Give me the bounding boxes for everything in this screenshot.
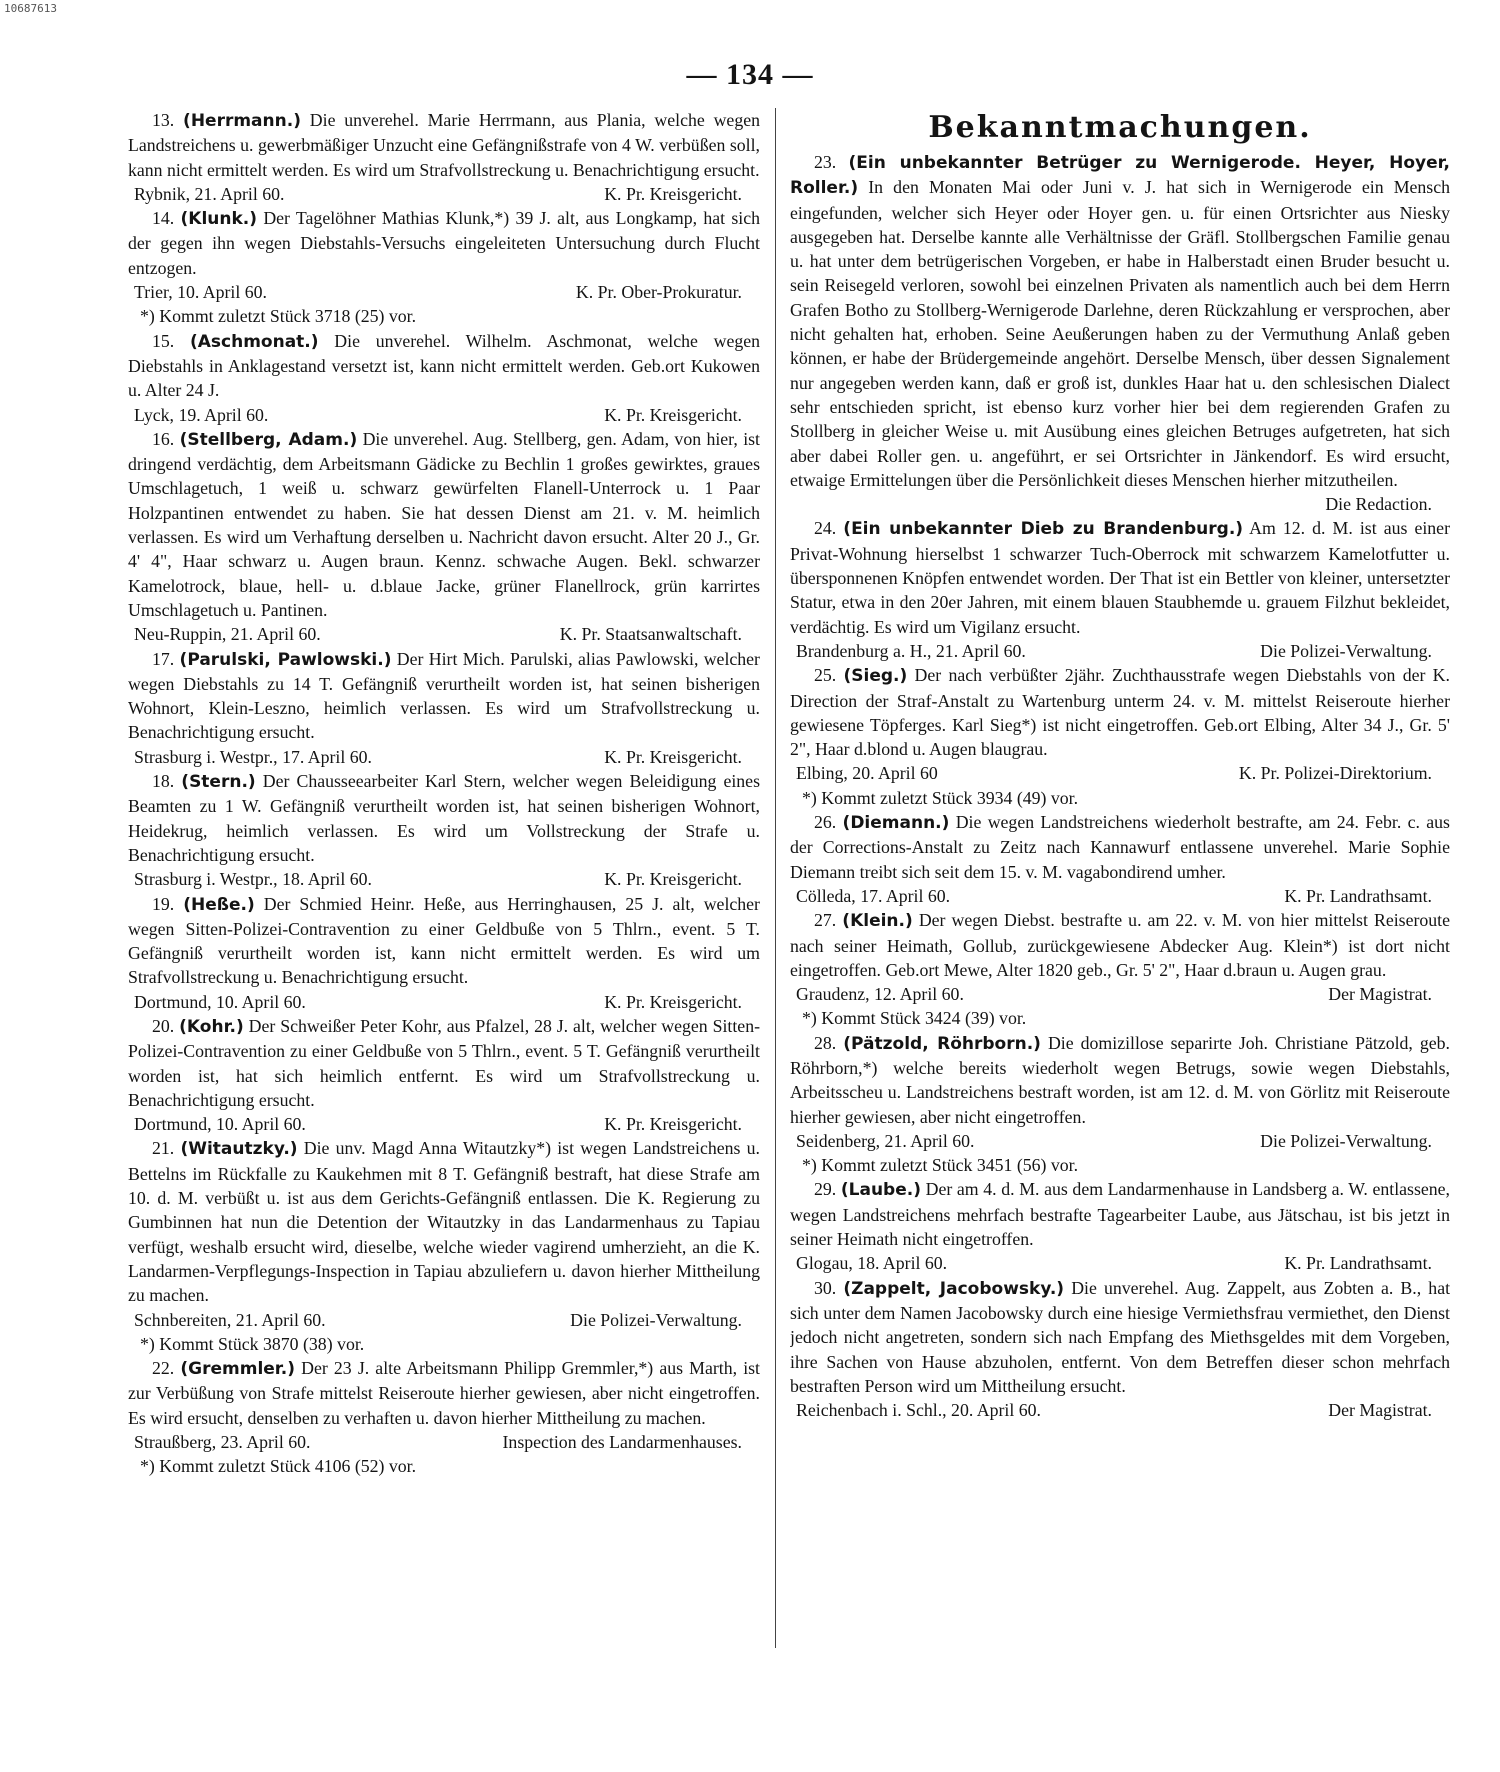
notice [128,329,760,427]
notice-name: (Diemann.) [842,813,950,834]
notice-signature [128,990,760,1014]
notice [790,1177,1450,1275]
notice-name: (Ein unbekannter Betrüger zu Wernigerode. Heyer, Hoyer, Roller.) [790,153,1450,199]
notice-text: Der 23 J. alte Arbeitsmann Philipp Gremmler,*) aus Marth, ist zur Verbüßung von Strafe mittelst Reiseroute hierher gewiesen, aber nicht eingetroffen. Es wird ersucht, denselben zu verhaften u. davon hierher Mittheilung zu machen. [128,1358,760,1428]
notice-name: (Gremmler.) [180,1359,295,1380]
notice-place-date: Brandenburg a. H., 21. April 60. [796,640,1026,661]
notice-body [128,1136,760,1307]
notice-name: (Sieg.) [843,666,908,687]
notice-place-date: Lyck, 19. April 60. [134,404,269,425]
notice-place-date: Straußberg, 23. April 60. [134,1432,311,1453]
notice-place-date: Strasburg i. Westpr., 17. April 60. [134,746,372,767]
notice-body [790,150,1450,492]
notice-number: 21. [152,1138,175,1159]
notice-place-date: Glogau, 18. April 60. [796,1253,948,1274]
notice-text: Der wegen Diebst. bestrafte u. am 22. v. M. von hier mittelst Reiseroute nach seiner Heimath, Gollub, zurückgewiesene Abdecker Aug. Klein*) ist dort nicht eingetroffen. Geb.ort Mewe, Alter 1820 geb., Gr. 5' 2", Haar d.braun u. Augen grau. [790,910,1450,980]
notice-text: Der nach verbüßter 2jähr. Zuchthausstrafe wegen Diebstahls von der K. Direction der Straf-Anstalt zu Wartenburg unterm 24. v. M. mittelst Reiseroute hierher gewiesene Töpferges. Karl Sieg*) ist nicht eingetroffen. Geb.ort Elbing, Alter 34 J., Gr. 5' 2", Haar d.blond u. Augen blaugrau. [790,665,1450,760]
notice-body [790,1276,1450,1398]
notice-name: (Stellberg, Adam.) [179,429,358,450]
notice-place-date: Reichenbach i. Schl., 20. April 60. [796,1400,1041,1421]
notice-authority: K. Pr. Staatsanwaltschaft. [559,624,742,645]
notice-text: Die wegen Landstreichens wiederholt bestrafte, am 24. Febr. c. aus der Corrections-Anstalt zu Zeitz nach Kannawurf entlassene unverehel. Marie Sophie Diemann treibt sich seit dem 15. v. M. vagabondirend umher. [790,812,1450,882]
notice-authority: K. Pr. Kreisgericht. [604,183,742,204]
notice-name: (Laube.) [840,1180,921,1201]
notice-body [128,329,760,403]
right-column [790,108,1450,1748]
notice [128,647,760,769]
notice-body [128,1014,760,1112]
notice-signature [128,622,760,646]
notice-text: In den Monaten Mai oder Juni v. J. hat sich in Wernigerode ein Mensch eingefunden, welcher sich Heyer oder Hoyer gen. u. für einen Ortsrichter aus Niesky ausgegeben hat. Derselbe kannte alle Verhältnisse der Gräfl. Stollbergschen Familie genau u. hat unter dem betrügerischen Vorgeben, er habe in Halberstadt einen Bruder besucht u. sein Reisegeld verloren, sowohl bei einzelnen Privaten als namentlich auch bei dem Herrn Grafen Botho zu Stollberg-Wernigerode Darlehne, deren Rückzahlung er versprochen, aber nicht gehalten hat, erhoben. Seine Aeußerungen haben zu der Vermuthung Anlaß geben können, er habe der Brüdergemeinde angehört. Derselbe Mensch, über dessen Signalement nur angegeben werden kann, daß er groß ist, dunkles Haar hat u. den schlesischen Dialect sehr entschieden spricht, ist ebenso kurz vorher hier bei dem regierenden Grafen zu Stollberg in gleicher Weise u. mit Ausübung eines gleichen Betruges aufgetreten, hat sich aber dabei Roller gen. u. angeführt, er sei Ortsrichter in Jänkendorf. Es wird ersucht, etwaige Ermittelungen über die Persönlichkeit dieses Menschen hierher mitzutheilen. [790,177,1450,490]
notice-signature [790,884,1450,908]
notice-number: 24. [814,518,837,539]
notice-body [128,206,760,280]
notice-number: 27. [814,910,837,931]
notice-place-date: Strasburg i. Westpr., 18. April 60. [134,869,372,890]
notice-text: Die unverehel. Aug. Zappelt, aus Zobten a. B., hat sich unter dem Namen Jacobowsky durch eine hiesige Vermiethsfrau vermiethet, den Dienst jedoch nicht angetreten, sondern sich nach Empfang des Miethsgeldes mit dem Vorgeben, ihre Sachen von Hause abzuholen, entfernt. Von dem Betreffen dieser schon mehrfach bestraften Person wird um Mittheilung ersucht. [790,1277,1450,1396]
notice-text: Der am 4. d. M. aus dem Landarmenhause in Landsberg a. W. entlassene, wegen Landstreichens mehrfach bestrafte Tagearbeiter Laube, aus Jätschau, ist bis jetzt in seiner Heimath nicht eingetroffen. [790,1179,1450,1250]
notice-text: Der Schweißer Peter Kohr, aus Pfalzel, 28 J. alt, welcher wegen Sitten-Polizei-Contravention zu einer Geldbuße von 5 Thlrn., event. 5 T. Gefängniß verurtheilt worden ist, hat sich heimlich entfernt. Es wird um Strafvollstreckung u. Benachrichtigung ersucht. [128,1015,760,1110]
notice-signature [790,639,1450,663]
notice-signature [128,1308,760,1332]
notice-number: 16. [152,428,175,449]
notice-name: (Klein.) [842,911,913,932]
notice [128,1356,760,1478]
notice [128,1014,760,1136]
notice-authority: K. Pr. Kreisgericht. [604,869,742,890]
notice-body [790,516,1450,638]
notice-authority: K. Pr. Polizei-Direktorium. [1238,763,1432,784]
notice-authority: K. Pr. Kreisgericht. [604,404,742,425]
notice-signature [128,745,760,769]
notice-name: (Kohr.) [179,1016,244,1037]
page-number: — 134 — [686,58,814,91]
notice-text: Die unv. Magd Anna Witautzky*) ist wegen Landstreichens u. Bettelns im Rückfalle zu Kaukehmen mit 8 T. Gefängniß bestraft, hat diese Strafe am 10. d. M. verbüßt u. ist aus dem Gerichts-Gefängniß entlassen. Die K. Regierung zu Gumbinnen hat nun die Detention der Witautzky in das Landarmenhaus zu Tapiau verfügt, weshalb ersucht wird, dieselbe, welche wieder vagirend umherzieht, an die K. Landarmen-Verpflegungs-Inspection in Tapiau abzuliefern u. davon hierher Mittheilung zu machen. [128,1138,760,1306]
notice [790,663,1450,810]
notice-text: Die unverehel. Aug. Stellberg, gen. Adam, von hier, ist dringend verdächtig, dem Arbeitsmann Gädicke zu Bechlin 1 großes gewirktes, graues Umschlagetuch, 1 weiß u. schwarz gewürfelten Flanell-Unterrock u. 1 Paar Holzpantinen entwendet zu haben. Sie hat dessen Dienst am 21. v. M. heimlich verlassen. Es wird um Verhaftung derselben u. Nachricht davon ersucht. Alter 20 J., Gr. 4' 4", Haar schwarz u. Augen braun. Kennz. schwache Augen. Bekl. schwarzer Kamelotrock, blaue, hell- u. d.blaue Jacke, grüner Flanellrock, grün karrirtes Umschlagetuch u. Pantinen. [128,428,760,620]
notice-place-date: Schnbereiten, 21. April 60. [134,1309,326,1330]
notice-name: (Witautzky.) [180,1139,298,1160]
notice-footnote: *) Kommt zuletzt Stück 4106 (52) vor. [140,1456,417,1477]
notice-authority: K. Pr. Landrathsamt. [1284,1253,1432,1274]
notice-number: 17. [152,648,175,669]
notice-number: 29. [814,1179,837,1200]
notice-authority: Inspection des Landarmenhauses. [502,1432,742,1453]
notice-authority: K. Pr. Kreisgericht. [604,746,742,767]
notice-signature [790,982,1450,1006]
notice-authority: Der Magistrat. [1328,1400,1432,1421]
notice-number: 19. [152,893,175,914]
notice-name: (Aschmonat.) [189,331,319,352]
notice-text: Der Chausseearbeiter Karl Stern, welcher wegen Beleidigung eines Beamten zu 1 W. Gefängniß verurtheilt worden ist, hat seinen bisherigen Wohnort, Heidekrug, heimlich verlassen. Es wird um Vollstreckung der Strafe u. Benachrichtigung ersucht. [128,771,760,865]
notice-footnote: *) Kommt Stück 3424 (39) vor. [802,1008,1027,1029]
notice-number: 23. [814,152,837,172]
notice-authority: Die Polizei-Verwaltung. [1260,1130,1432,1151]
notice-signature [790,761,1450,785]
notice [128,892,760,1014]
notice-footnote: *) Kommt zuletzt Stück 3934 (49) vor. [802,787,1079,808]
notice-body [790,1177,1450,1251]
notice-signature [128,403,760,427]
notice-number: 18. [152,771,175,792]
notice-place-date: Graudenz, 12. April 60. [796,984,964,1005]
notice-text: Die unverehel. Marie Herrmann, aus Plania, welche wegen Landstreichens u. gewerbmäßiger Unzucht eine Gefängnißstrafe von 4 W. verbüßen soll, kann nicht ermittelt werden. Es wird um Strafvollstreckung u. Benachrichtigung ersucht. [128,110,760,180]
notice-text: Der Schmied Heinr. Heße, aus Herringhausen, 25 J. alt, welcher wegen Sitten-Polizei-Contravention zu einer Geldbuße von 5 Thlrn., event. 5 T. Gefängniß verurtheilt worden ist, kann nicht ermittelt werden. Es wird um Strafvollstreckung u. Benachrichtigung ersucht. [128,893,760,988]
notice-name: (Heße.) [183,894,255,915]
notice-number: 14. [152,208,175,229]
notice-body [128,769,760,867]
notice-number: 13. [152,110,175,130]
notice-signature [790,1129,1450,1153]
notice-signature [128,280,760,304]
notice-text: Die domizillose separirte Joh. Christiane Pätzold, geb. Röhrborn,*) welche bereits wiederholt wegen Betrugs, sowie wegen Diebstahls, Arbeitsscheu u. Landstreichens bestraft worden, ist am 12. d. M. von Görlitz mit Reiseroute hierher gewiesen, aber nicht eingetroffen. [790,1032,1450,1127]
notice-body [128,427,760,622]
notice-place-date: Trier, 10. April 60. [134,282,267,303]
notice-number: 28. [814,1032,837,1053]
notice-name: (Zappelt, Jacobowsky.) [843,1278,1065,1299]
notice-authority: Die Redaction. [1325,494,1432,515]
notice [128,108,760,206]
notice-authority: K. Pr. Kreisgericht. [604,1114,742,1135]
notice-footnote: *) Kommt zuletzt Stück 3451 (56) vor. [802,1155,1079,1176]
notice-signature [128,867,760,891]
notice-authority: Die Polizei-Verwaltung. [570,1309,742,1330]
notice [128,206,760,328]
notice [790,1031,1450,1178]
notice-body [790,908,1450,982]
notice-place-date: Seidenberg, 21. April 60. [796,1130,975,1151]
notice-name: (Klunk.) [180,209,258,230]
left-column [128,108,760,1748]
scan-id: 10687613 [4,2,57,15]
notice [128,427,760,647]
notice-text: Der Tagelöhner Mathias Klunk,*) 39 J. alt, aus Longkamp, hat sich der gegen ihn wegen Diebstahls-Versuchs eingeleiteten Untersuchung durch Flucht entzogen. [128,208,760,278]
notice-authority: Der Magistrat. [1328,984,1432,1005]
notice-authority: K. Pr. Kreisgericht. [604,991,742,1012]
notice [790,810,1450,908]
notice-place-date: Rybnik, 21. April 60. [134,183,285,204]
notice [790,908,1450,1030]
notice [790,1276,1450,1423]
notice [128,769,760,891]
notice-place-date: Neu-Ruppin, 21. April 60. [134,624,321,645]
notice-place-date: Elbing, 20. April 60 [796,763,938,784]
notice-body [128,892,760,990]
notice-authority: Die Polizei-Verwaltung. [1260,640,1432,661]
notice-body [128,647,760,745]
notice-signature [790,492,1450,516]
notice-body [128,1356,760,1430]
notice-text: Die unverehel. Wilhelm. Aschmonat, welche wegen Diebstahls in Anklagestand versetzt ist, kann nicht ermittelt werden. Geb.ort Kukowen u. Alter 24 J. [128,330,760,401]
notice-body [790,810,1450,884]
column-divider [775,108,776,1648]
notice-name: (Stern.) [181,772,256,793]
notice-authority: K. Pr. Ober-Prokuratur. [575,282,742,303]
section-heading: Bekanntmachungen. [928,110,1312,145]
notice-number: 20. [152,1015,175,1036]
notice-text: Der Hirt Mich. Parulski, alias Pawlowski, welcher wegen Diebstahls zu 14 T. Gefängniß verurtheilt worden ist, hat seinen bisherigen Wohnort, Klein-Leszno, heimlich verlassen. Es wird um Strafvollstreckung u. Benachrichtigung ersucht. [128,648,760,743]
notice-signature [128,1430,760,1454]
notice-text: Am 12. d. M. ist aus einer Privat-Wohnung hierselbst 1 schwarzer Tuch-Oberrock mit schwarzem Kamelotfutter u. übersponnenen Knöpfen entwendet worden. Der That ist ein Bettler von kleiner, untersetzter Statur, etwa in den 20er Jahren, mit einem blauen Staubhemde u. grauem Filzhut bekleidet, verdächtig. Es wird um Vigilanz ersucht. [790,518,1450,637]
notice-body [790,1031,1450,1129]
notice-body [128,108,760,182]
notice-place-date: Cölleda, 17. April 60. [796,885,951,906]
notice-number: 30. [814,1277,837,1298]
notice-name: (Herrmann.) [183,111,301,131]
notice-name: (Pätzold, Röhrborn.) [843,1033,1041,1054]
notice-number: 22. [152,1358,175,1379]
notice-place-date: Dortmund, 10. April 60. [134,991,306,1012]
notice-body [790,663,1450,761]
notice [790,150,1450,516]
notice-signature [128,182,760,206]
notice-place-date: Dortmund, 10. April 60. [134,1114,306,1135]
notice-signature [790,1398,1450,1422]
notice-name: (Ein unbekannter Dieb zu Brandenburg.) [843,519,1244,540]
notice-footnote: *) Kommt Stück 3870 (38) vor. [140,1333,365,1354]
notice-signature [128,1112,760,1136]
notice-name: (Parulski, Pawlowski.) [179,649,392,670]
notice [790,516,1450,663]
notice-number: 26. [814,812,837,833]
notice-footnote: *) Kommt zuletzt Stück 3718 (25) vor. [140,306,417,327]
notice-authority: K. Pr. Landrathsamt. [1284,885,1432,906]
notice-signature [790,1251,1450,1275]
notice-number: 25. [814,665,837,686]
notice-number: 15. [152,330,175,351]
notice [128,1136,760,1356]
